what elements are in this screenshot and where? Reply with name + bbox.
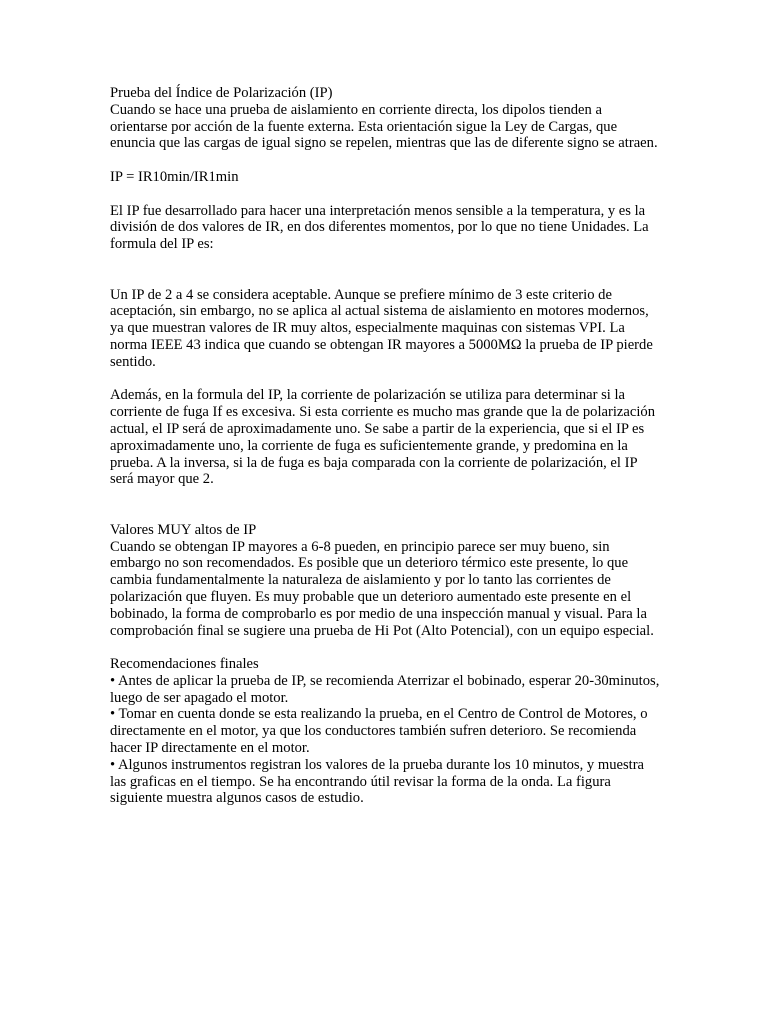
section-heading-high-ip: Valores MUY altos de IP <box>110 521 257 538</box>
spacer <box>110 253 660 287</box>
paragraph-dipolos: Cuando se hace una prueba de aislamiento en corriente directa, los dipolos tienden a orientarse por acción de la fuente externa. Esta orientación sigue la Ley de Cargas, que enuncia que las cargas de igual signo se repelen, mientras que las de diferente signo se atraen. <box>110 101 658 152</box>
paragraph-ip-definition: El IP fue desarrollado para hacer una interpretación menos sensible a la temperatura, y es la división de dos valores de IR, en dos diferentes momentos, por lo que no tiene Unidades. La formula del IP es: <box>110 202 649 253</box>
spacer <box>110 488 660 522</box>
spacer <box>110 371 660 388</box>
spacer <box>110 186 660 203</box>
section-heading-recommendations: Recomendaciones finales <box>110 656 259 673</box>
list-item-recommendation: • Tomar en cuenta donde se esta realizando la prueba, en el Centro de Control de Motores, o directamente en el motor, ya que los conductores también sufren deterioro. Se recomienda hacer IP directamente en el motor. <box>110 706 648 757</box>
spacer <box>110 639 660 656</box>
list-item-recommendation: • Antes de aplicar la prueba de IP, se recomienda Aterrizar el bobinado, esperar 20-30minutos, luego de ser apagado el motor. <box>110 672 660 706</box>
spacer <box>110 152 660 169</box>
document-page <box>110 85 660 807</box>
section-heading-ip: Prueba del Índice de Polarización (IP) <box>110 85 333 101</box>
paragraph-ip-acceptable: Un IP de 2 a 4 se considera aceptable. Aunque se prefiere mínimo de 3 este criterio de aceptación, sin embargo, no se aplica al actual sistema de aislamiento en motores modernos, ya que muestran valores de IR muy altos, especialmente maquinas con sistemas VPI. La norma IEEE 43 indica que cuando se obtengan IR mayores a 5000MΩ la prueba de IP pierde sentido. <box>110 286 653 370</box>
list-item-recommendation: • Algunos instrumentos registran los valores de la prueba durante los 10 minutos, y muestra las graficas en el tiempo. Se ha encontrando útil revisar la forma de la onda. La figura siguiente muestra algunos casos de estudio. <box>110 756 645 807</box>
paragraph-high-ip: Cuando se obtengan IP mayores a 6-8 pueden, en principio parece ser muy bueno, sin embargo no son recomendados. Es posible que un deterioro térmico este presente, lo que cambia fundamentalmente la naturaleza de aislamiento y por lo tanto las corrientes de polarización que fluyen. Es muy probable que un deterioro aumentado este presente en el bobinado, la forma de comprobarlo es por medio de una inspección manual y visual. Para la comprobación final se sugiere una prueba de Hi Pot (Alto Potencial), con un equipo especial. <box>110 538 654 639</box>
ip-formula: IP = IR10min/IR1min <box>110 168 239 185</box>
paragraph-leakage-current: Además, en la formula del IP, la corriente de polarización se utiliza para determinar si la corriente de fuga If es excesiva. Si esta corriente es mucho mas grande que la de polarización actual, el IP será de aproximadamente uno. Se sabe a partir de la experiencia, que si el IP es aproximadamente uno, la corriente de fuga es suficientemente grande, y predomina en la prueba. A la inversa, si la de fuga es baja comparada con la corriente de polarización, el IP será mayor que 2. <box>110 387 655 488</box>
